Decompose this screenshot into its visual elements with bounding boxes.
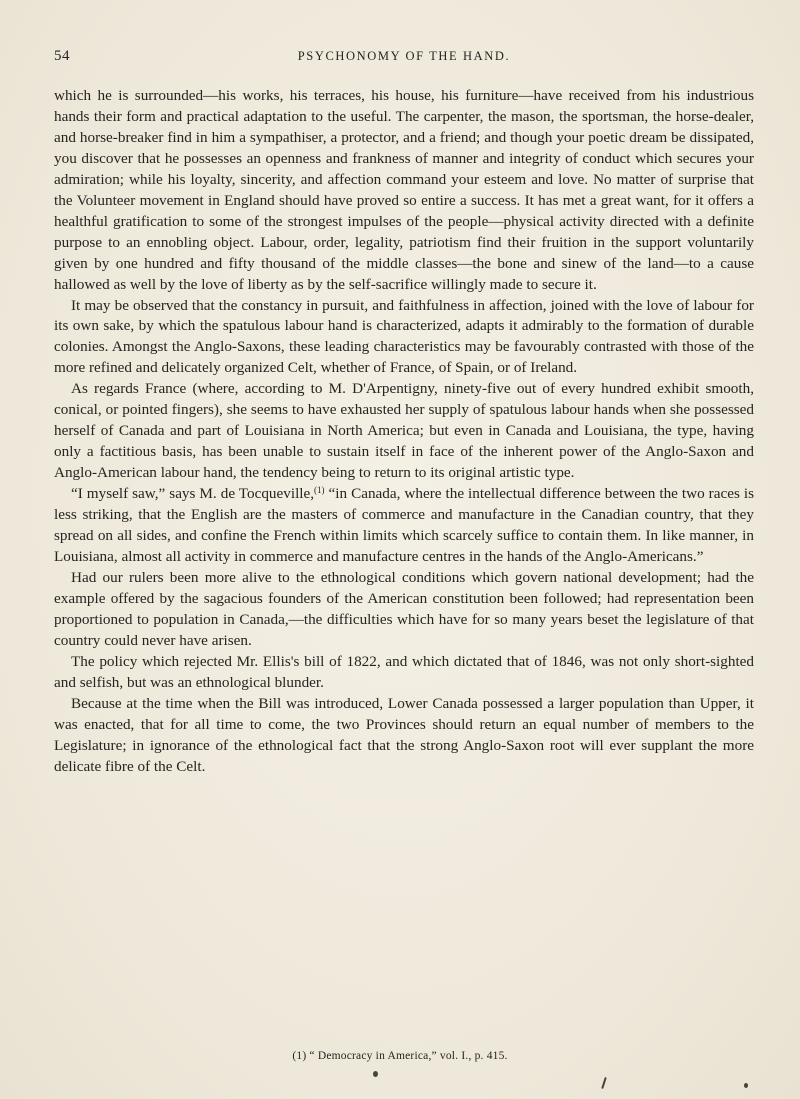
body-text (54, 86, 754, 777)
page-header (54, 48, 754, 68)
paragraph-spatulous-colonies: It may be observed that the constancy in pursuit, and faithfulness in affection, joined with the love of labour for its own sake, by which the spatulous labour hand is characterized, adapts it admirably to the formation of durable colonies. Amongst the Anglo-Saxons, these leading characteristics may be favourably contrasted with those of the more refined and delicately organized Celt, whether of France, of Spain, or of Ireland. (54, 296, 754, 377)
paragraph-france-canada: As regards France (where, according to M. D'Arpentigny, ninety-five out of every hundred exhibit smooth, conical, or pointed fingers), she seems to have exhausted her supply of spatulous labour hands when she possessed herself of Canada and part of Louisiana in North America; but even in Canada and Louisiana, the type, having only a factitious basis, has been unable to sustain itself in face of the inherent power of the Anglo-Saxon and Anglo-American labour hand, the tendency being to return to its original artistic type. (54, 380, 754, 482)
ink-spot (373, 1071, 378, 1077)
footnote-text: “ Democracy in America,” vol. I., p. 415. (306, 1050, 508, 1062)
quote-open: “I myself saw,” says M. de Tocqueville, (71, 485, 315, 503)
paragraph-lower-canada: Because at the time when the Bill was introduced, Lower Canada possessed a larger population than Upper, it was enacted, that for all time to come, the two Provinces should return an equal number of members to the Legislature; in ignorance of the ethnological fact that the strong Anglo-Saxon root will ever supplant the more delicate fibre of the Celt. (54, 694, 754, 775)
quote-rest: “in Canada, where the intellectual difference between the two races is less striking, that the English are the masters of commerce and manufacture in the Canadian country, that they spread on all sides, and confine the French within limits which scarcely suffice to contain them. In like manner, in Louisiana, almost all activity in commerce and manufacture centres in the hands of the Anglo-Americans.” (54, 485, 754, 565)
footnote-marker: (1) (292, 1050, 307, 1062)
paragraph-ellis-bill: The policy which rejected Mr. Ellis's bill of 1822, and which dictated that of 1846, was not only short-sighted and selfish, but was an ethnological blunder. (54, 652, 754, 691)
running-head: PSYCHONOMY OF THE HAND. (297, 49, 511, 63)
page-number: 54 (54, 48, 70, 64)
footnote-reference: (1) (314, 485, 325, 496)
paragraph-rulers: Had our rulers been more alive to the ethnological conditions which govern national development; had the example offered by the sagacious founders of the American constitution been followed; had representation been proportioned to population in Canada,—the difficulties which have for so many years beset the legislature of that country could never have arisen. (54, 568, 754, 649)
ink-spot (744, 1083, 748, 1088)
paragraph-tocqueville-quote (54, 484, 754, 568)
ink-spot (601, 1077, 607, 1089)
footnote (0, 1050, 800, 1062)
paragraph-volunteer-movement: which he is surrounded—his works, his terraces, his house, his furniture—have received from his industrious hands their form and practical adaptation to the useful. The carpenter, the mason, the sportsman, the horse-dealer, and horse-breaker find in him a sympathiser, a protector, and a friend; and though your poetic dream be dissipated, you discover that he possesses an openness and frankness of manner and integrity of conduct which secures your admiration; while his loyalty, sincerity, and affection command your esteem and love. No matter of surprise that the Volunteer movement in England should have proved so entire a success. It has met a great want, for it offers a healthful gratification to some of the strongest impulses of the people—physical activity directed with a definite purpose to an ennobling object. Labour, order, legality, patriotism find their fruition in the support voluntarily given by one hundred and fifty thousand of the middle classes—the bone and sinew of the land—to a cause hallowed as well by the love of liberty as by the self-sacrifice willingly made to secure it. (54, 87, 754, 293)
